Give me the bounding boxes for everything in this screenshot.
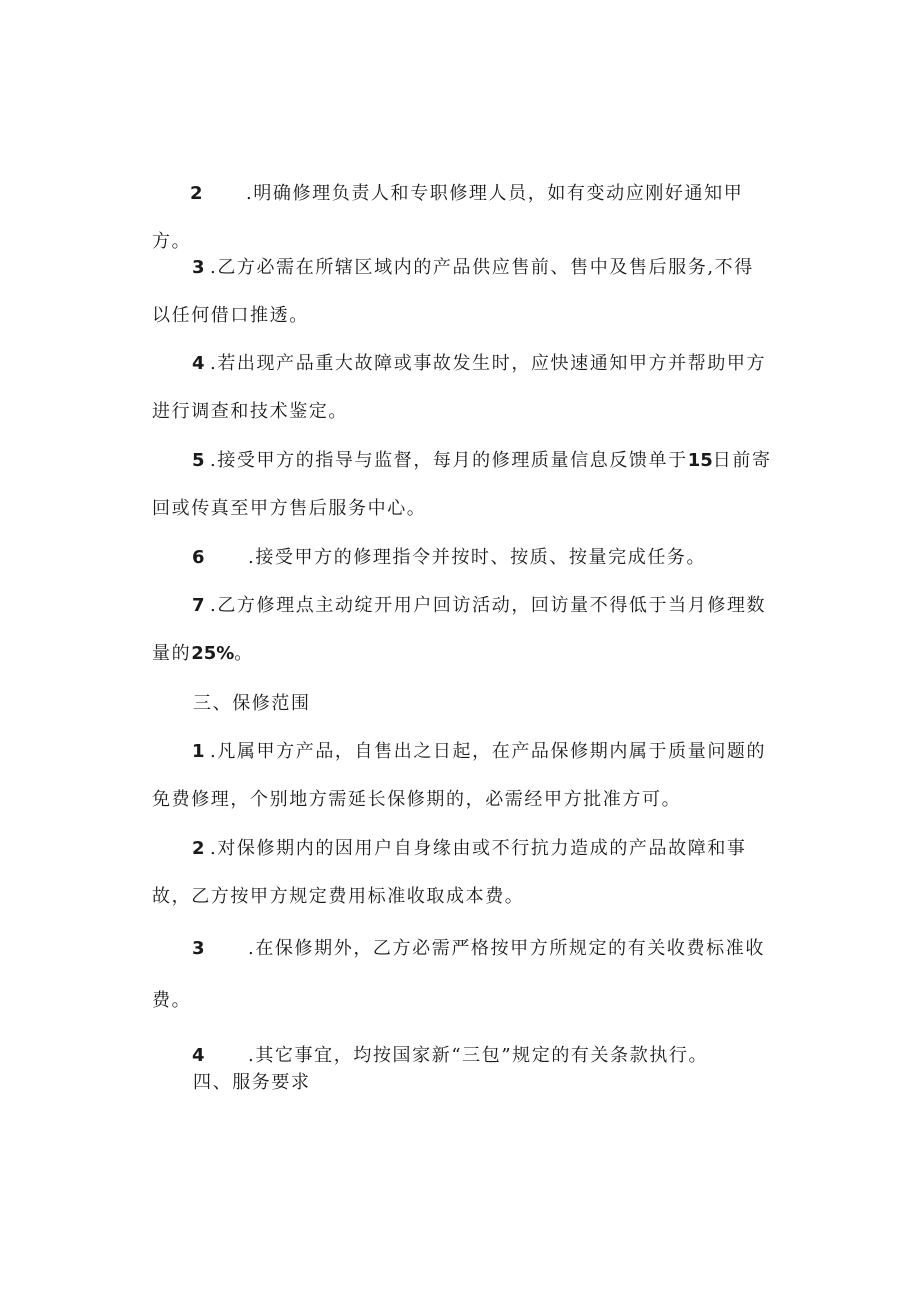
section-heading-3: 三、保修范围 — [193, 693, 311, 714]
clause-a-3 — [152, 244, 772, 340]
clause-text-before: .乙方修理点主动绽开用户回访活动，回访量不得低于当月修理数量的 — [152, 595, 767, 664]
clause-number: 4 — [192, 1045, 205, 1066]
clause-text: .若出现产品重大故障或事故发生时，应快速通知甲方并帮助甲方进行调查和技术鉴定。 — [152, 353, 767, 422]
clause-number: 2 — [192, 838, 205, 859]
clause-text: .在保修期外，乙方必需严格按甲方所规定的有关收费标准收费。 — [152, 938, 765, 1011]
clause-text: .对保修期内的因用户自身缘由或不行抗力造成的产品故障和事故，乙方按甲方规定费用标准收取成本费。 — [152, 838, 747, 907]
clause-number: 6 — [192, 547, 205, 568]
clause-text-after: 日前寄回或传真至甲方售后服务中心。 — [152, 450, 772, 519]
clause-number: 5 — [192, 450, 205, 471]
clause-b-1 — [152, 728, 772, 824]
clause-a-6 — [152, 534, 772, 582]
clause-text: .接受甲方的修理指令并按时、按质、按量完成任务。 — [248, 547, 707, 568]
clause-bold-value: 15 — [687, 450, 713, 471]
clause-b-3 — [152, 923, 772, 1027]
clause-number: 2 — [190, 183, 203, 204]
clause-number: 7 — [192, 595, 205, 616]
clause-number: 3 — [192, 257, 205, 278]
clause-text: .乙方必需在所辖区域内的产品供应售前、售中及售后服务,不得以任何借口推透。 — [152, 257, 754, 326]
clause-text-after: 。 — [234, 643, 254, 664]
clause-text: .明确修理负责人和专职修理人员，如有变动应刚好通知甲方。 — [152, 183, 744, 252]
clause-a-5 — [152, 437, 772, 533]
section-heading-4: 四、服务要求 — [193, 1072, 311, 1093]
clause-number: 4 — [192, 353, 205, 374]
clause-text-before: .接受甲方的指导与监督，每月的修理质量信息反馈单于 — [210, 450, 688, 471]
clause-a-4 — [152, 340, 772, 436]
clause-number: 1 — [192, 741, 205, 762]
clause-text: .凡属甲方产品，自售出之日起，在产品保修期内属于质量问题的免费修理，个别地方需延长保修期的，必需经甲方批准方可。 — [152, 741, 767, 810]
clause-a-7 — [152, 582, 772, 678]
clause-bold-value: 25% — [191, 643, 235, 664]
clause-number: 3 — [192, 938, 205, 959]
clause-b-2 — [152, 825, 772, 921]
clause-text: .其它事宜，均按国家新“三包”规定的有关条款执行。 — [248, 1045, 709, 1066]
